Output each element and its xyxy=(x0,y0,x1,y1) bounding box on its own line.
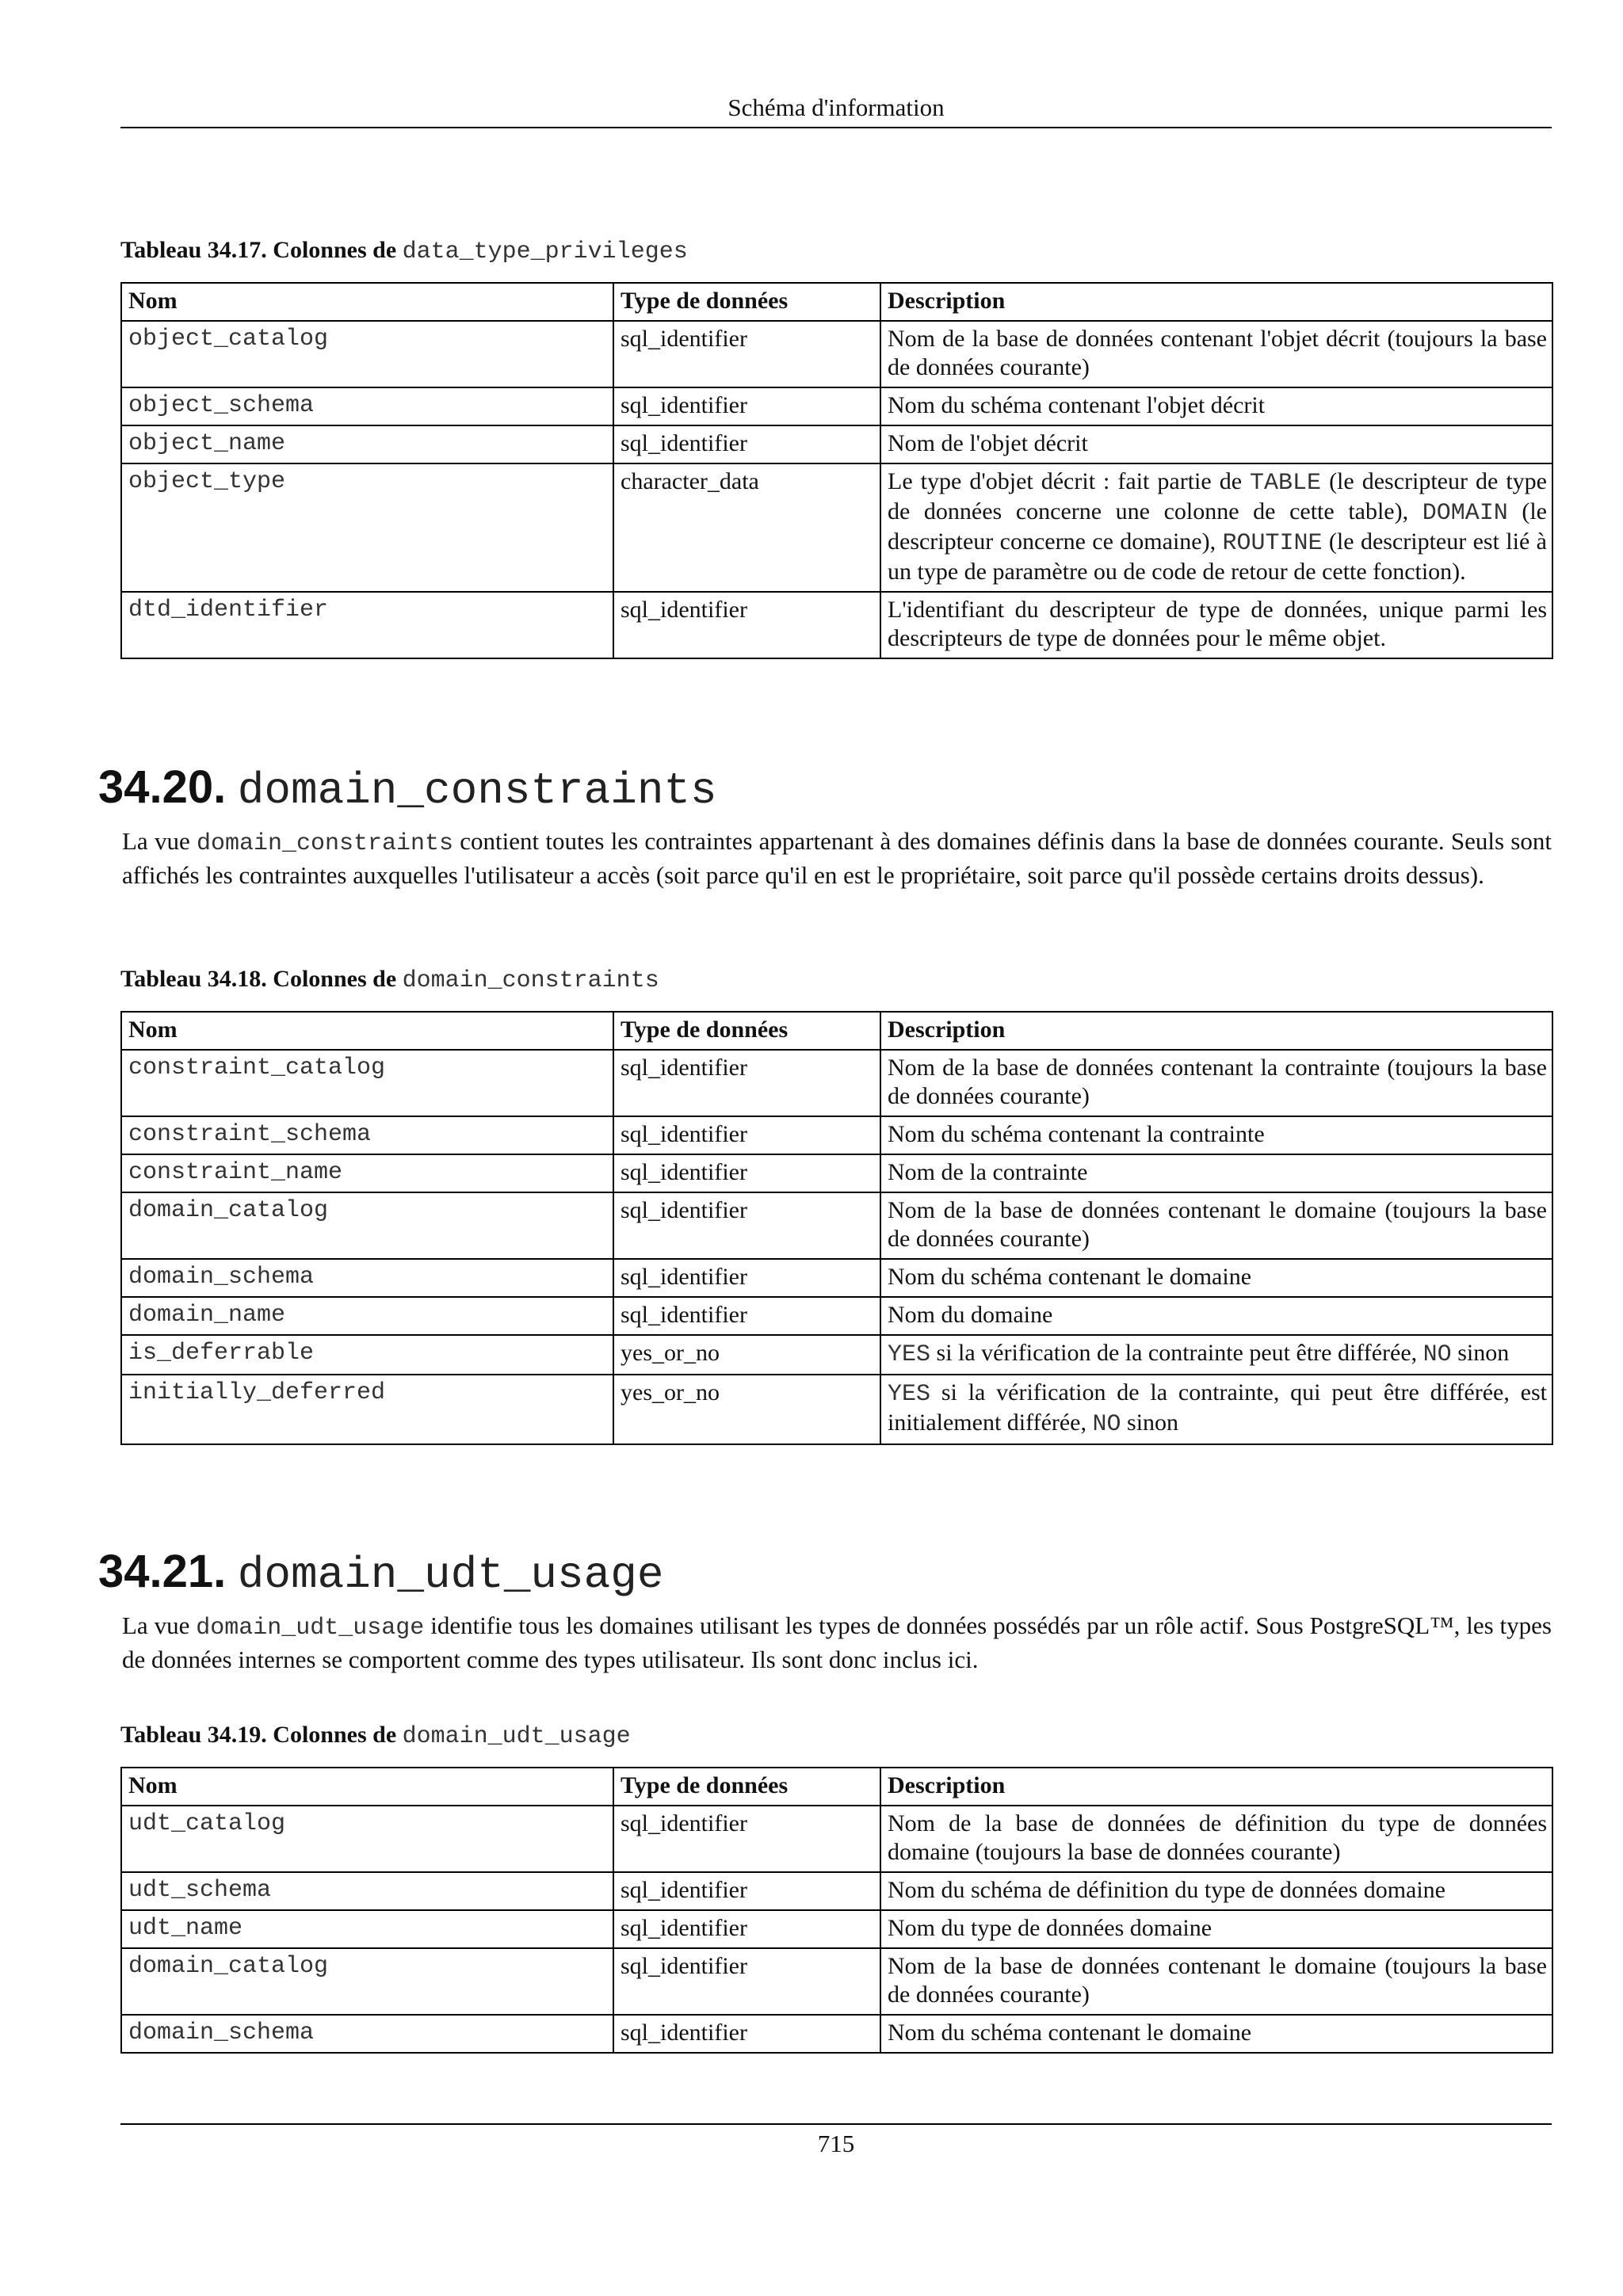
column-name: is_deferrable xyxy=(121,1335,613,1375)
column-type: sql_identifier xyxy=(613,387,880,425)
column-description: Nom du domaine xyxy=(880,1297,1552,1335)
column-name: object_type xyxy=(121,463,613,592)
column-description xyxy=(880,1335,1552,1375)
header-name: Nom xyxy=(121,1768,613,1806)
column-description: Nom du schéma contenant le domaine xyxy=(880,2015,1552,2053)
column-name: domain_catalog xyxy=(121,1948,613,2015)
header-type: Type de données xyxy=(613,1012,880,1050)
column-description: Nom de la base de données contenant l'objet décrit (toujours la base de données courante) xyxy=(880,321,1552,387)
column-description: Nom de l'objet décrit xyxy=(880,425,1552,463)
column-name: object_catalog xyxy=(121,321,613,387)
caption-code: domain_constraints xyxy=(402,967,659,994)
para-text: identifie tous les domaines utilisant les types de données possédés par un rôle actif. Sous PostgreSQL™, les types de données internes se comportent comme des types utilisateur. Ils sont donc inclus ici. xyxy=(122,1611,1552,1673)
section-title-code: domain_constraints xyxy=(237,765,717,816)
column-type: sql_identifier xyxy=(613,1872,880,1910)
para-text: La vue xyxy=(122,1611,197,1639)
column-description: Nom de la base de données contenant le domaine (toujours la base de données courante) xyxy=(880,1948,1552,2015)
header-type: Type de données xyxy=(613,283,880,321)
column-type: character_data xyxy=(613,463,880,592)
header-description: Description xyxy=(880,1768,1552,1806)
header-description: Description xyxy=(880,1012,1552,1050)
table-row xyxy=(121,1259,1552,1297)
desc-text: (le descripteur est lié à un type de paramètre ou de code de retour de cette fonction). xyxy=(888,528,1547,585)
column-description: Nom du type de données domaine xyxy=(880,1910,1552,1948)
column-description xyxy=(880,1375,1552,1444)
column-name: dtd_identifier xyxy=(121,592,613,658)
column-type: sql_identifier xyxy=(613,1116,880,1154)
column-type: sql_identifier xyxy=(613,1050,880,1116)
column-type: sql_identifier xyxy=(613,592,880,658)
column-description xyxy=(880,463,1552,592)
column-type: sql_identifier xyxy=(613,1948,880,2015)
desc-code: YES xyxy=(888,1341,931,1368)
caption-prefix: Tableau 34.17. Colonnes de xyxy=(120,237,397,263)
column-description: Nom de la base de données contenant la contrainte (toujours la base de données courante) xyxy=(880,1050,1552,1116)
table-row xyxy=(121,1375,1552,1444)
column-description: Nom du schéma contenant le domaine xyxy=(880,1259,1552,1297)
column-name: initially_deferred xyxy=(121,1375,613,1444)
column-type: yes_or_no xyxy=(613,1375,880,1444)
desc-text: sinon xyxy=(1121,1409,1179,1436)
column-description: Nom du schéma contenant la contrainte xyxy=(880,1116,1552,1154)
column-name: constraint_catalog xyxy=(121,1050,613,1116)
column-type: sql_identifier xyxy=(613,1297,880,1335)
column-description: L'identifiant du descripteur de type de données, unique parmi les descripteurs de type de données pour le même objet. xyxy=(880,592,1552,658)
column-name: object_schema xyxy=(121,387,613,425)
columns-table xyxy=(120,1011,1553,1445)
desc-text: sinon xyxy=(1451,1340,1510,1366)
section-number: 34.21. xyxy=(98,1546,227,1597)
desc-code: NO xyxy=(1092,1411,1121,1438)
section-title-code: domain_udt_usage xyxy=(237,1550,664,1600)
column-name: domain_name xyxy=(121,1297,613,1335)
para-code: domain_constraints xyxy=(196,830,454,857)
table-row xyxy=(121,321,1552,387)
table-row xyxy=(121,1335,1552,1375)
column-description: Nom de la contrainte xyxy=(880,1154,1552,1192)
caption-code: data_type_privileges xyxy=(402,238,688,265)
caption-code: domain_udt_usage xyxy=(402,1723,631,1750)
column-type: yes_or_no xyxy=(613,1335,880,1375)
column-name: udt_name xyxy=(121,1910,613,1948)
table-row xyxy=(121,1872,1552,1910)
column-name: domain_schema xyxy=(121,2015,613,2053)
table-row xyxy=(121,1050,1552,1116)
section-paragraph xyxy=(122,1610,1552,1675)
column-name: udt_schema xyxy=(121,1872,613,1910)
table-block-domain-constraints xyxy=(120,965,1552,1445)
section-domain-constraints xyxy=(98,761,1552,891)
table-row xyxy=(121,425,1552,463)
column-description: Nom du schéma contenant l'objet décrit xyxy=(880,387,1552,425)
column-type: sql_identifier xyxy=(613,2015,880,2053)
column-description: Nom de la base de données contenant le domaine (toujours la base de données courante) xyxy=(880,1192,1552,1259)
table-block-domain-udt-usage xyxy=(120,1721,1552,2054)
section-domain-udt-usage xyxy=(98,1545,1552,1675)
header-name: Nom xyxy=(121,1012,613,1050)
column-name: domain_catalog xyxy=(121,1192,613,1259)
table-row xyxy=(121,387,1552,425)
table-header-row xyxy=(121,1768,1552,1806)
header-description: Description xyxy=(880,283,1552,321)
desc-code: TABLE xyxy=(1250,470,1322,497)
table-caption xyxy=(120,236,1552,266)
table-row xyxy=(121,1910,1552,1948)
column-name: constraint_schema xyxy=(121,1116,613,1154)
header-name: Nom xyxy=(121,283,613,321)
running-header: Schéma d'information xyxy=(727,93,945,121)
page-number: 715 xyxy=(817,2130,855,2157)
desc-code: YES xyxy=(888,1381,931,1408)
column-description: Nom de la base de données de définition du type de données domaine (toujours la base de données courante) xyxy=(880,1806,1552,1872)
column-type: sql_identifier xyxy=(613,425,880,463)
desc-text: si la vérification de la contrainte, qui peut être différée, est initialement différée, xyxy=(888,1379,1547,1436)
section-paragraph xyxy=(122,826,1552,891)
para-code: domain_udt_usage xyxy=(196,1615,425,1642)
column-type: sql_identifier xyxy=(613,1192,880,1259)
column-name: domain_schema xyxy=(121,1259,613,1297)
section-heading xyxy=(98,1545,1552,1602)
desc-text: si la vérification de la contrainte peut être différée, xyxy=(930,1340,1423,1366)
desc-code: ROUTINE xyxy=(1222,530,1323,557)
column-name: constraint_name xyxy=(121,1154,613,1192)
column-name: object_name xyxy=(121,425,613,463)
section-number: 34.20. xyxy=(98,761,227,813)
table-row xyxy=(121,1948,1552,2015)
table-row xyxy=(121,463,1552,592)
desc-text: Le type d'objet décrit : fait partie de xyxy=(888,468,1251,494)
table-caption xyxy=(120,965,1552,995)
para-text: contient toutes les contraintes appartenant à des domaines définis dans la base de données courante. Seuls sont affichés les contraintes auxquelles l'utilisateur a accès (soit parce qu'il en est le propriétaire, soit parce qu'il possède certains droits dessus). xyxy=(122,827,1552,889)
columns-table xyxy=(120,1767,1553,2054)
table-row xyxy=(121,1116,1552,1154)
column-type: sql_identifier xyxy=(613,1259,880,1297)
table-header-row xyxy=(121,1012,1552,1050)
para-text: La vue xyxy=(122,827,197,855)
table-row xyxy=(121,1154,1552,1192)
table-row xyxy=(121,1297,1552,1335)
table-row xyxy=(121,2015,1552,2053)
section-heading xyxy=(98,761,1552,818)
column-type: sql_identifier xyxy=(613,321,880,387)
table-caption xyxy=(120,1721,1552,1751)
desc-text: (le descripteur concerne ce domaine), xyxy=(888,498,1547,555)
columns-table xyxy=(120,282,1553,659)
column-description: Nom du schéma de définition du type de données domaine xyxy=(880,1872,1552,1910)
desc-code: DOMAIN xyxy=(1422,500,1508,527)
column-type: sql_identifier xyxy=(613,1806,880,1872)
desc-code: NO xyxy=(1423,1341,1452,1368)
table-row xyxy=(121,592,1552,658)
header-type: Type de données xyxy=(613,1768,880,1806)
header-rule xyxy=(120,127,1552,128)
column-type: sql_identifier xyxy=(613,1910,880,1948)
column-name: udt_catalog xyxy=(121,1806,613,1872)
table-row xyxy=(121,1806,1552,1872)
desc-text: (le descripteur de type de données concerne une colonne de cette table), xyxy=(888,468,1547,524)
footer-rule xyxy=(120,2123,1552,2125)
caption-prefix: Tableau 34.19. Colonnes de xyxy=(120,1722,397,1748)
table-header-row xyxy=(121,283,1552,321)
table-row xyxy=(121,1192,1552,1259)
caption-prefix: Tableau 34.18. Colonnes de xyxy=(120,966,397,992)
column-type: sql_identifier xyxy=(613,1154,880,1192)
table-block-data-type-privileges xyxy=(120,236,1552,659)
